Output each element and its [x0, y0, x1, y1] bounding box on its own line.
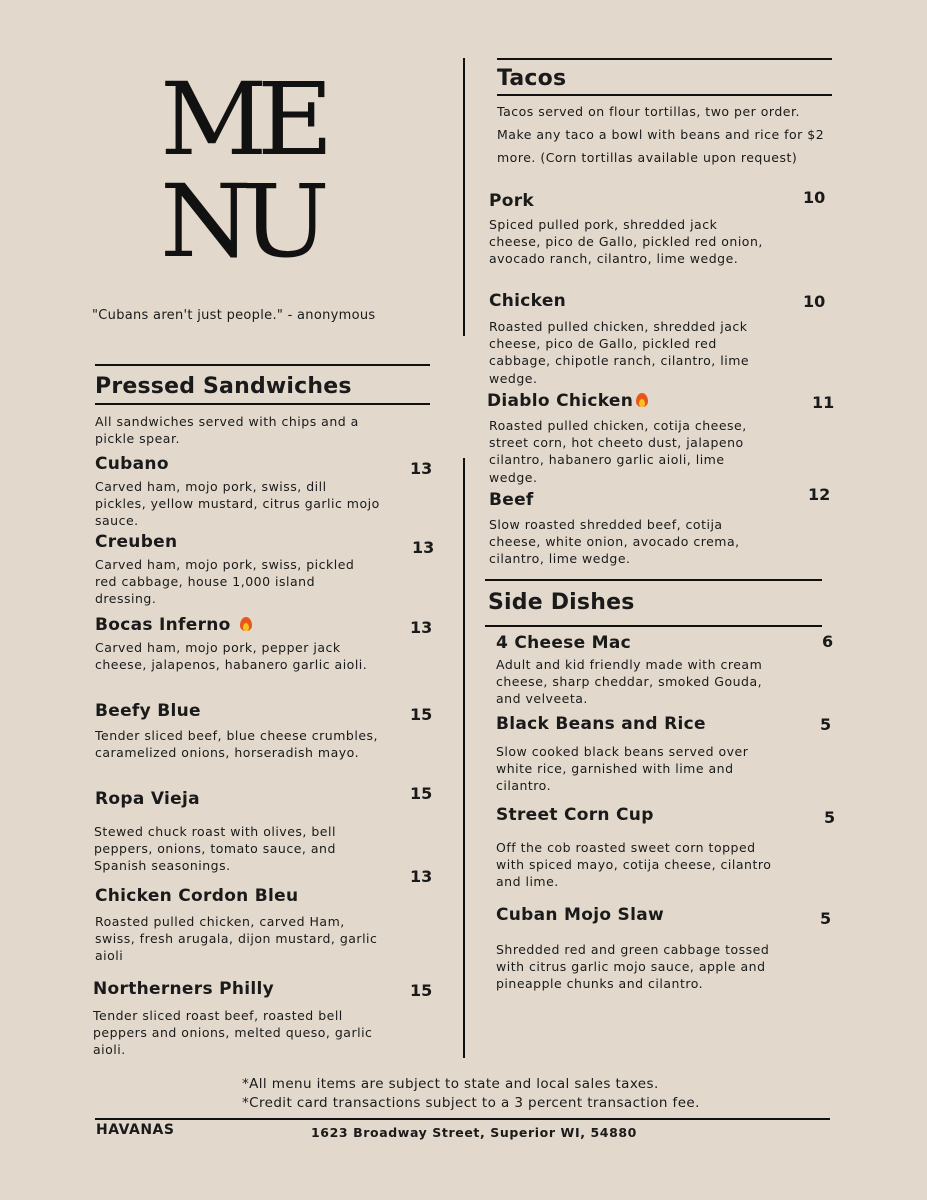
menu-item-price: 12: [808, 485, 831, 504]
fire-icon: [239, 615, 253, 632]
menu-item-price: 5: [820, 715, 832, 734]
menu-item-price: 5: [820, 909, 832, 928]
menu-item-name: Beefy Blue: [95, 701, 201, 721]
menu-item-price: 13: [410, 618, 433, 637]
menu-item-bocas-inferno: [95, 615, 253, 635]
menu-item-name: Northerners Philly: [93, 979, 275, 999]
footer-divider: [95, 1118, 830, 1120]
menu-item-name: Pork: [489, 191, 535, 211]
menu-item-desc: Slow roasted shredded beef, cotija cheese, white onion, avocado crema, cilantro, lime wedge.: [489, 517, 740, 567]
menu-item-desc: Slow cooked black beans served over white rice, garnished with lime and cilantro.: [496, 744, 749, 794]
menu-logo: [160, 61, 365, 280]
address: 1623 Broadway Street, Superior WI, 54880: [311, 1125, 637, 1140]
menu-item-name: Ropa Vieja: [95, 789, 200, 809]
brand-name: HAVANAS: [96, 1122, 175, 1138]
divider: [497, 94, 832, 96]
menu-item-price: 10: [803, 292, 826, 311]
menu-item-desc: Shredded red and green cabbage tossed with citrus garlic mojo sauce, apple and pineapple chunks and cilantro.: [496, 942, 770, 992]
menu-item-desc: Tender sliced roast beef, roasted bell peppers and onions, melted queso, garlic aioli.: [93, 1008, 373, 1058]
menu-item-price: 15: [410, 705, 433, 724]
sandwiches-title: Pressed Sandwiches: [95, 374, 352, 399]
fire-icon: [635, 391, 649, 408]
menu-item-desc: Carved ham, mojo pork, swiss, pickled red cabbage, house 1,000 island dressing.: [95, 557, 355, 607]
menu-item-desc: Roasted pulled chicken, shredded jack cheese, pico de Gallo, pickled red cabbage, chipotle ranch, cilantro, lime wedge.: [489, 319, 750, 386]
divider: [485, 625, 822, 627]
menu-item-name: Bocas Inferno: [95, 615, 231, 635]
menu-item-price: 13: [410, 867, 433, 886]
column-divider: [463, 58, 465, 336]
menu-item-name: 4 Cheese Mac: [496, 633, 632, 653]
menu-item-desc: Roasted pulled chicken, cotija cheese, street corn, hot cheeto dust, jalapeno cilantro, habanero garlic aioli, lime wedge.: [489, 418, 747, 485]
tax-note: *All menu items are subject to state and local sales taxes.: [242, 1076, 659, 1092]
menu-item-name: Chicken Cordon Bleu: [95, 886, 299, 906]
menu-item-desc: Spiced pulled pork, shredded jack cheese, pico de Gallo, pickled red onion, avocado ranch, cilantro, lime wedge.: [489, 217, 763, 267]
tagline-quote: "Cubans aren't just people." - anonymous: [92, 308, 376, 323]
menu-item-price: 11: [812, 393, 835, 412]
menu-item-price: 13: [410, 459, 433, 478]
menu-item-name: Cubano: [95, 454, 169, 474]
menu-item-name: Diablo Chicken: [487, 391, 634, 411]
menu-item-price: 10: [803, 188, 826, 207]
tacos-intro: Tacos served on flour tortillas, two per order. Make any taco a bowl with beans and rice for $2 more. (Corn tortillas available upon request): [497, 104, 825, 165]
menu-item-price: 5: [824, 808, 836, 827]
menu-item-name: Cuban Mojo Slaw: [496, 905, 665, 925]
menu-item-price: 13: [412, 538, 435, 557]
divider: [95, 403, 430, 405]
menu-item-desc: Roasted pulled chicken, carved Ham, swiss, fresh arugala, dijon mustard, garlic aioli: [95, 914, 378, 964]
menu-item-desc: Carved ham, mojo pork, pepper jack cheese, jalapenos, habanero garlic aioli.: [95, 640, 368, 673]
menu-item-desc: Stewed chuck roast with olives, bell peppers, onions, tomato sauce, and Spanish seasonings.: [94, 824, 336, 874]
menu-item-name: Black Beans and Rice: [496, 714, 706, 734]
menu-item-desc: Off the cob roasted sweet corn topped with spiced mayo, cotija cheese, cilantro and lime.: [496, 840, 772, 890]
menu-item-name: Beef: [489, 490, 534, 510]
divider: [497, 58, 832, 60]
menu-item-desc: Adult and kid friendly made with cream cheese, sharp cheddar, smoked Gouda, and velveeta.: [496, 657, 763, 707]
menu-logo-line1: ME: [160, 61, 324, 178]
menu-item-name: Creuben: [95, 532, 178, 552]
menu-logo-line2: NU: [160, 163, 320, 280]
card-fee-note: *Credit card transactions subject to a 3 percent transaction fee.: [242, 1095, 700, 1111]
menu-item-name: Street Corn Cup: [496, 805, 654, 825]
tacos-title: Tacos: [497, 66, 567, 91]
divider: [485, 579, 822, 581]
sandwiches-intro: All sandwiches served with chips and a pickle spear.: [95, 414, 359, 446]
menu-item-price: 15: [410, 784, 433, 803]
menu-item-diablo-chicken: [487, 391, 649, 411]
column-divider: [463, 458, 465, 1058]
menu-item-name: Chicken: [489, 291, 567, 311]
sides-title: Side Dishes: [488, 590, 635, 615]
divider: [95, 364, 430, 366]
menu-item-price: 6: [822, 632, 834, 651]
menu-item-desc: Tender sliced beef, blue cheese crumbles, caramelized onions, horseradish mayo.: [95, 728, 378, 761]
menu-item-price: 15: [410, 981, 433, 1000]
menu-item-desc: Carved ham, mojo pork, swiss, dill pickles, yellow mustard, citrus garlic mojo sauce.: [95, 479, 380, 529]
